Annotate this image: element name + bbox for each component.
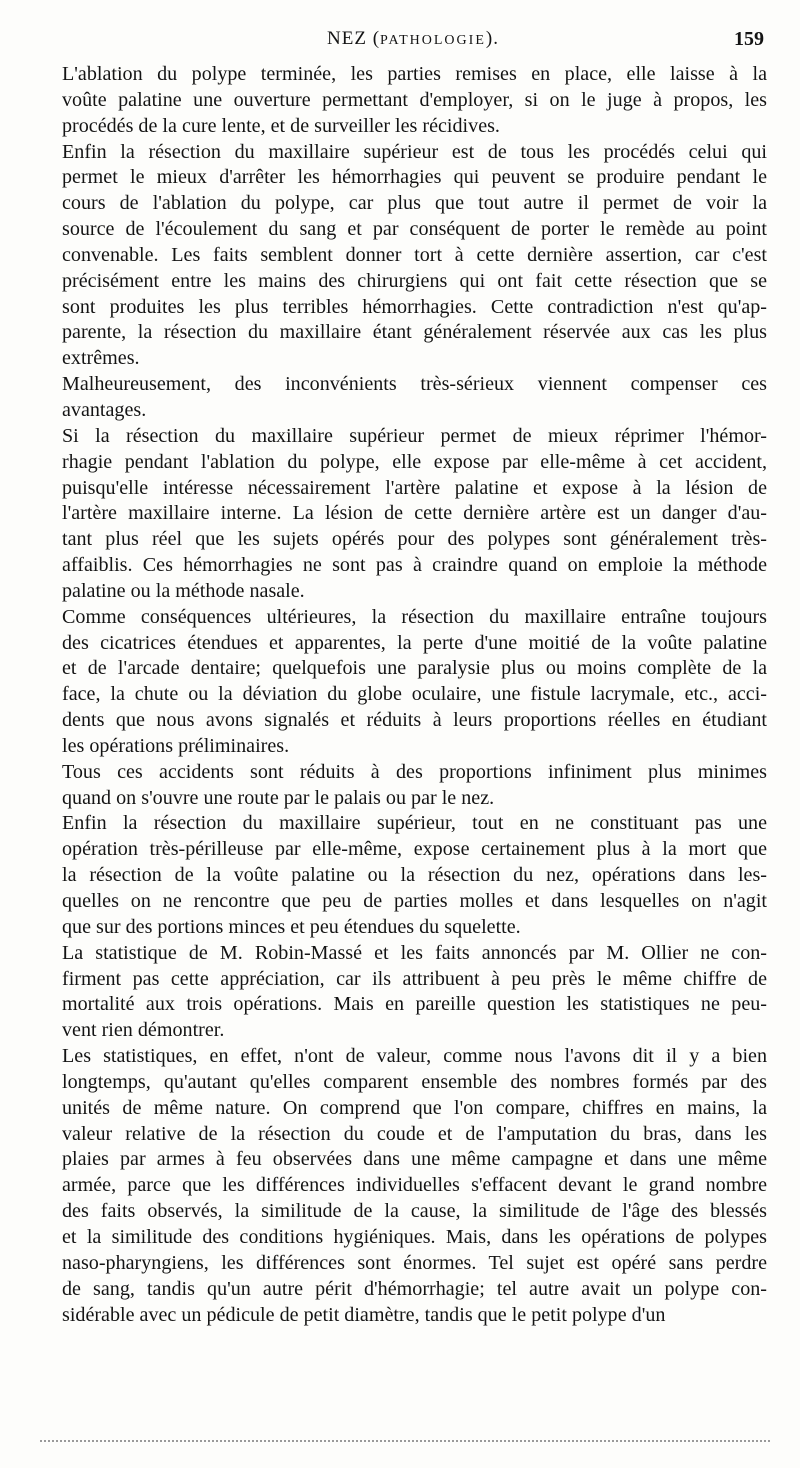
text-line: Enfin la résection du maxillaire supérieur est de tous les procédés celui qui: [62, 140, 767, 163]
paragraph: [62, 811, 767, 940]
text-line: plaies par armes à feu observées dans une même campagne et dans une même: [62, 1148, 767, 1171]
text-line: avantages.: [62, 398, 147, 421]
text-line: Les statistiques, en effet, n'ont de valeur, comme nous l'avons dit il y a bien: [62, 1045, 767, 1068]
running-head: [62, 28, 764, 50]
text-line: puisqu'elle intéresse nécessairement l'artère palatine et expose à la lésion de: [62, 476, 767, 499]
text-line: opération très-périlleuse par elle-même, expose certainement plus à la mort que: [62, 838, 767, 861]
text-line: unités de même nature. On comprend que l'on compare, chiffres en mains, la: [62, 1096, 767, 1119]
text-line: de sang, tandis qu'un autre périt d'hémorrhagie; tel autre avait un polype con-: [62, 1277, 767, 1300]
paragraph: [62, 1044, 767, 1328]
text-line: La statistique de M. Robin-Massé et les faits annoncés par M. Ollier ne con-: [62, 941, 767, 964]
text-line: Tous ces accidents sont réduits à des proportions infiniment plus minimes: [62, 760, 767, 783]
text-line: dents que nous avons signalés et réduits à leurs proportions réelles en étudiant: [62, 709, 767, 732]
text-line: Si la résection du maxillaire supérieur permet de mieux réprimer l'hémor-: [62, 424, 767, 447]
text-line: source de l'écoulement du sang et par conséquent de porter le remède au point: [62, 218, 767, 241]
text-line: précisément entre les mains des chirurgiens qui ont fait cette résection que se: [62, 269, 767, 292]
text-line: longtemps, qu'autant qu'elles comparent ensemble des nombres formés par des: [62, 1070, 767, 1093]
text-line: affaiblis. Ces hémorrhagies ne sont pas à craindre quand on emploie la méthode: [62, 554, 767, 577]
page-header: [62, 28, 764, 58]
text-line: quand on s'ouvre une route par le palais ou par le nez.: [62, 786, 495, 809]
text-line: sidérable avec un pédicule de petit diamètre, tandis que le petit polype d'un: [62, 1303, 666, 1326]
text-line: les opérations préliminaires.: [62, 734, 290, 757]
text-line: rhagie pendant l'ablation du polype, elle expose par elle-même à cet accident,: [62, 450, 767, 473]
text-line: sont produites les plus terribles hémorrhagies. Cette contradiction n'est qu'ap-: [62, 295, 767, 318]
text-line: que sur des portions minces et peu étendues du squelette.: [62, 915, 521, 938]
text-line: face, la chute ou la déviation du globe oculaire, une fistule lacrymale, etc., acci-: [62, 683, 767, 706]
running-head-title: NEZ (: [327, 28, 381, 49]
paragraph: [62, 760, 767, 812]
footer-rule: [40, 1440, 770, 1444]
text-line: procédés de la cure lente, et de surveiller les récidives.: [62, 114, 500, 137]
text-line: la résection de la voûte palatine ou la résection du nez, opérations dans les-: [62, 864, 767, 887]
text-line: armée, parce que les différences individuelles s'effacent devant le grand nombre: [62, 1174, 767, 1197]
paragraph: [62, 372, 767, 424]
text-line: naso-pharyngiens, les différences sont énormes. Tel sujet est opéré sans perdre: [62, 1251, 767, 1274]
text-line: convenable. Les faits semblent donner tort à cette dernière assertion, car c'est: [62, 243, 767, 266]
running-head-close: ).: [485, 28, 499, 49]
text-line: des faits observés, la similitude de la cause, la similitude de l'âge des blessés: [62, 1200, 767, 1223]
text-line: Comme conséquences ultérieures, la résection du maxillaire entraîne toujours: [62, 605, 767, 628]
text-line: voûte palatine une ouverture permettant d'employer, si on le juge à propos, les: [62, 88, 767, 111]
text-line: parente, la résection du maxillaire étant généralement réservée aux cas les plus: [62, 321, 767, 344]
text-line: l'artère maxillaire interne. La lésion de cette dernière artère est un danger d'au-: [62, 502, 767, 525]
paragraph: [62, 424, 767, 605]
text-line: Enfin la résection du maxillaire supérieur, tout en ne constituant pas une: [62, 812, 767, 835]
text-line: et de l'arcade dentaire; quelquefois une paralysie plus ou moins complète de la: [62, 657, 767, 680]
text-line: extrêmes.: [62, 347, 140, 370]
text-line: palatine ou la méthode nasale.: [62, 579, 305, 602]
paragraph: [62, 941, 767, 1044]
body-text: [62, 62, 767, 1328]
text-line: quelles on ne rencontre que peu de parties molles et dans lesquelles on n'agit: [62, 890, 767, 912]
paragraph: [62, 140, 767, 373]
text-line: cours de l'ablation du polype, car plus que tout autre il permet de voir la: [62, 192, 767, 215]
text-line: des cicatrices étendues et apparentes, la perte d'une moitié de la voûte palatine: [62, 631, 767, 654]
page-number: 159: [734, 28, 764, 50]
text-line: permet le mieux d'arrêter les hémorrhagies qui peuvent se produire pendant le: [62, 166, 767, 189]
text-line: valeur relative de la résection du coude et de l'amputation du bras, dans les: [62, 1122, 767, 1145]
text-line: L'ablation du polype terminée, les parties remises en place, elle laisse à la: [62, 63, 767, 85]
running-head-subtitle: PATHOLOGIE: [380, 33, 486, 48]
paragraph: [62, 605, 767, 760]
paragraph: [62, 62, 767, 140]
text-line: Malheureusement, des inconvénients très-sérieux viennent compenser ces: [62, 373, 767, 396]
text-line: vent rien démontrer.: [62, 1019, 225, 1042]
text-line: firment pas cette appréciation, car ils attribuent à peu près le même chiffre de: [62, 967, 767, 990]
text-line: et la similitude des conditions hygiéniques. Mais, dans les opérations de polypes: [62, 1225, 767, 1248]
text-line: tant plus réel que les sujets opérés pour des polypes sont généralement très-: [62, 528, 767, 551]
text-line: mortalité aux trois opérations. Mais en pareille question les statistiques ne peu-: [62, 993, 767, 1016]
